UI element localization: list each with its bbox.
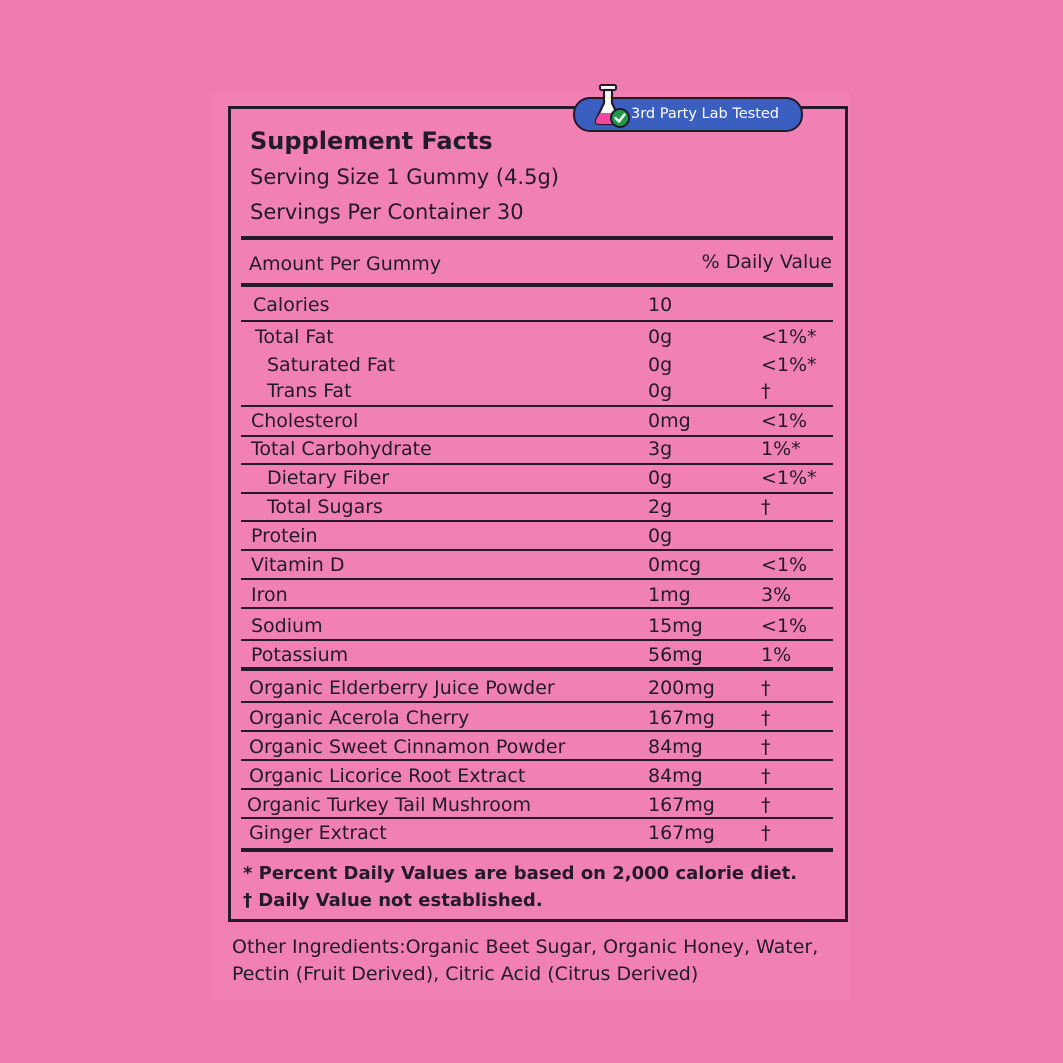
nutrient-name: Cholesterol <box>251 410 359 432</box>
divider <box>241 463 833 465</box>
nutrient-name: Vitamin D <box>251 554 345 576</box>
footnote-dagger: † Daily Value not established. <box>243 890 543 911</box>
ingredient-amount: 84mg <box>648 736 703 758</box>
divider <box>241 520 833 522</box>
divider <box>241 817 833 819</box>
divider <box>241 730 833 732</box>
nutrient-amount: 0mcg <box>648 554 702 576</box>
nutrient-daily-value: † <box>761 496 771 518</box>
nutrient-name: Total Sugars <box>267 496 383 518</box>
divider <box>241 639 833 641</box>
nutrient-amount: 15mg <box>648 615 703 637</box>
nutrient-amount: 1mg <box>648 584 691 606</box>
nutrient-daily-value: <1%* <box>761 326 817 348</box>
badge-label: 3rd Party Lab Tested <box>631 106 780 122</box>
nutrient-name: Total Carbohydrate <box>251 438 432 460</box>
ingredient-daily-value: † <box>761 794 771 816</box>
divider <box>241 578 833 580</box>
ingredient-name: Organic Acerola Cherry <box>249 707 470 729</box>
nutrient-name: Dietary Fiber <box>267 467 390 489</box>
servings-per-container: Servings Per Container 30 <box>250 200 524 224</box>
nutrient-daily-value: <1% <box>761 410 808 432</box>
ingredient-amount: 84mg <box>648 765 703 787</box>
ingredient-daily-value: † <box>761 765 771 787</box>
ingredient-daily-value: † <box>761 707 771 729</box>
divider-thick <box>241 848 833 852</box>
label-title: Supplement Facts <box>250 127 493 155</box>
nutrient-name: Total Fat <box>255 326 334 348</box>
lab-tested-badge <box>573 97 803 132</box>
nutrient-daily-value: <1% <box>761 554 808 576</box>
nutrient-amount: 56mg <box>648 644 703 666</box>
ingredient-name: Organic Licorice Root Extract <box>249 765 526 787</box>
footnote-percent: * Percent Daily Values are based on 2,000 calorie diet. <box>243 863 798 884</box>
nutrient-daily-value: 1%* <box>761 438 801 460</box>
ingredient-name: Organic Elderberry Juice Powder <box>249 677 555 699</box>
ingredient-name: Organic Sweet Cinnamon Powder <box>249 736 566 758</box>
ingredient-daily-value: † <box>761 677 771 699</box>
nutrient-name: Trans Fat <box>267 380 352 402</box>
nutrient-name: Protein <box>251 525 318 547</box>
nutrient-daily-value: 3% <box>761 584 792 606</box>
divider <box>241 788 833 790</box>
ingredient-daily-value: † <box>761 822 771 844</box>
divider <box>241 701 833 703</box>
nutrient-amount: 0mg <box>648 410 691 432</box>
ingredient-amount: 200mg <box>648 677 715 699</box>
nutrient-amount: 0g <box>648 380 673 402</box>
nutrient-amount: 3g <box>648 438 673 460</box>
divider <box>241 549 833 551</box>
nutrient-name: Iron <box>251 584 288 606</box>
nutrient-amount: 0g <box>648 326 673 348</box>
serving-size: Serving Size 1 Gummy (4.5g) <box>250 165 559 189</box>
ingredient-name: Organic Turkey Tail Mushroom <box>247 794 532 816</box>
divider <box>241 405 833 407</box>
amount-per-gummy-header: Amount Per Gummy <box>249 253 442 275</box>
nutrient-daily-value: † <box>761 380 771 402</box>
nutrient-name: Calories <box>253 294 330 316</box>
divider <box>241 492 833 494</box>
nutrient-amount: 2g <box>648 496 673 518</box>
flask-check-icon <box>585 83 635 131</box>
nutrient-name: Potassium <box>251 644 349 666</box>
divider <box>241 759 833 761</box>
divider <box>241 320 833 322</box>
nutrient-amount: 10 <box>648 294 673 316</box>
ingredient-amount: 167mg <box>648 707 715 729</box>
ingredient-name: Ginger Extract <box>249 822 387 844</box>
nutrient-name: Sodium <box>251 615 323 637</box>
ingredient-amount: 167mg <box>648 794 715 816</box>
divider-thick <box>241 236 833 240</box>
ingredient-amount: 167mg <box>648 822 715 844</box>
nutrient-amount: 0g <box>648 467 673 489</box>
nutrient-amount: 0g <box>648 354 673 376</box>
daily-value-header: % Daily Value <box>701 251 832 273</box>
nutrient-daily-value: <1%* <box>761 354 817 376</box>
nutrient-name: Saturated Fat <box>267 354 396 376</box>
nutrient-daily-value: <1% <box>761 615 808 637</box>
divider-thick <box>241 667 833 671</box>
nutrient-daily-value: 1% <box>761 644 792 666</box>
other-ingredients: Other Ingredients:Organic Beet Sugar, Organic Honey, Water, Pectin (Fruit Derived), Citric Acid (Citrus Derived) <box>232 936 819 985</box>
nutrient-daily-value: <1%* <box>761 467 817 489</box>
nutrient-amount: 0g <box>648 525 673 547</box>
divider <box>241 607 833 609</box>
divider <box>241 435 833 437</box>
ingredient-daily-value: † <box>761 736 771 758</box>
divider-thick <box>241 283 833 287</box>
